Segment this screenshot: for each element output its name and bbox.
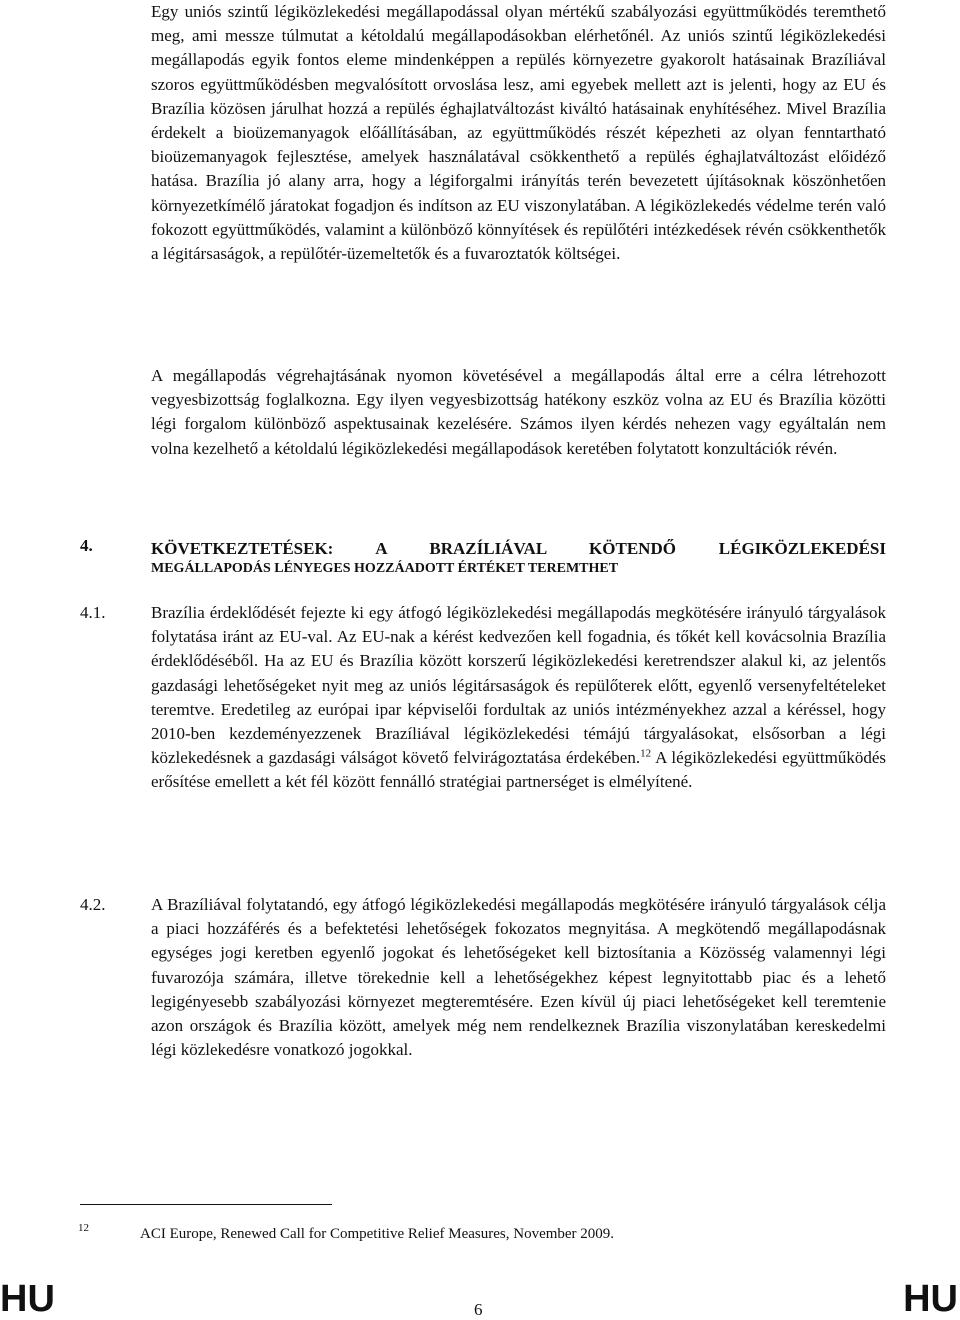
- body-paragraph-2: A megállapodás végrehajtásának nyomon követésével a megállapodás által erre a célra létrehozott vegyesbizottság foglalkozna. Egy ilyen vegyesbizottság hatékony eszköz volna az EU és Brazília közötti légi forgalom különböző aspektusainak kezelésére. Számos ilyen kérdés nehezen vagy egyáltalán nem volna kezelhető a kétoldalú légiközlekedési megállapodások keretében folytatott konzultációk révén.: [151, 366, 886, 458]
- item-4-1-text-cont: A légiközlekedési együttműködés erősítése emellett a két fél között fennálló stratégiai partnerséget is elmélyítené.: [151, 748, 887, 792]
- item-paragraph-4-2: A Brazíliával folytatandó, egy átfogó légiközlekedési megállapodás megkötésére irányuló tárgyalások célja a piaci hozzáférés és a befektetési lehetőségek fokozatos megnyitása. A megkötendő megállapodásnak egységes jogi keretben egyenlő jogokat és lehetőségeket kell biztosítania a Közösség valamennyi légi fuvarozója számára, illetve törekednie kell a lehetőségekhez képest legnyitottabb piac és a lehető legigényesebb szabályozási környezet megteremtésére. Ezen kívül új piaci lehetőségeket kell teremtenie azon országok és Brazília között, amelyek még nem rendelkeznek Brazília viszonylatában kereskedelmi légi közlekedésre vonatkozó jogokkal.: [151, 895, 886, 1060]
- footnote-text: ACI Europe, Renewed Call for Competitive Relief Measures, November 2009.: [140, 1226, 615, 1242]
- footer-language-right: HU: [903, 1278, 958, 1320]
- footnote-reference[interactable]: 12: [640, 747, 652, 760]
- section-number: 4.: [80, 536, 93, 555]
- item-number-4-1: 4.1.: [80, 603, 106, 622]
- section-title-line-1: KÖVETKEZTETÉSEK: A BRAZÍLIÁVAL KÖTENDŐ LÉGIKÖZLEKEDÉSI: [151, 539, 886, 558]
- footnote-divider: [80, 1204, 332, 1205]
- footer-language-left: HU: [0, 1278, 55, 1320]
- item-4-1-text: Brazília érdeklődését fejezte ki egy átfogó légiközlekedési megállapodás megkötésére irányuló tárgyalások folytatása iránt az EU-val. Az EU-nak a kérést kedvezően kell fogadnia, és tőkét kell kovácsolnia Brazília érdeklődéséből. Ha az EU és Brazília között korszerű légiközlekedési keretrendszer alakul ki, az jelentős gazdasági lehetőségeket nyit meg az uniós légitársaságok és repülőterek előtt, egyenlő versenyfeltételeket teremtve. Eredetileg az európai ipar képviselői fordultak az uniós intézményekhez azzal a kéréssel, hogy 2010-ben kezdeményezzenek Brazíliával légiközlekedési témájú tárgyalásokat, elsősorban a légi közlekedésnek a gazdasági válságot követő felvirágoztatása érdekében.: [151, 603, 886, 768]
- item-number-4-2: 4.2.: [80, 895, 106, 914]
- footnote-number: 12: [78, 1222, 89, 1234]
- section-title-line-2: MEGÁLLAPODÁS LÉNYEGES HOZZÁADOTT ÉRTÉKET TEREMTHET: [151, 561, 619, 576]
- item-paragraph-4-1: [151, 601, 886, 795]
- page-number: 6: [474, 1300, 483, 1319]
- body-paragraph-1: Egy uniós szintű légiközlekedési megállapodással olyan mértékű szabályozási együttműködés teremthető meg, ami messze túlmutat a kétoldalú megállapodásokban elérhetőnél. Az uniós szintű légiközlekedési megállapodás egyik fontos eleme mindenképpen a repülés környezetre gyakorolt hatásainak Brazíliával szoros együttműködésben megvalósított orvoslása lesz, ami egyebek mellett azt is jelenti, hogy az EU és Brazília közösen járulhat hozzá a repülés éghajlatváltozást kiváltó hatásainak enyhítéséhez. Mivel Brazília érdekelt a bioüzemanyagok előállításában, az együttműködés részét képezheti az olyan fenntartható bioüzemanyagok fejlesztése, amelyek használatával csökkenthető a repülés éghajlatváltozást előidéző hatása. Brazília jó alany arra, hogy a légiforgalmi irányítás terén bevezetett újításoknak köszönhetően környezetkímélő járatokat fogadjon és indítson az EU viszonylatában. A légiközlekedés védelme terén való fokozott együttműködés, valamint a különböző könnyítések és repülőtéri intézkedések révén csökkenthetők a légitársaságok, a repülőtér-üzemeltetők és a fuvaroztatók költségei.: [151, 2, 886, 264]
